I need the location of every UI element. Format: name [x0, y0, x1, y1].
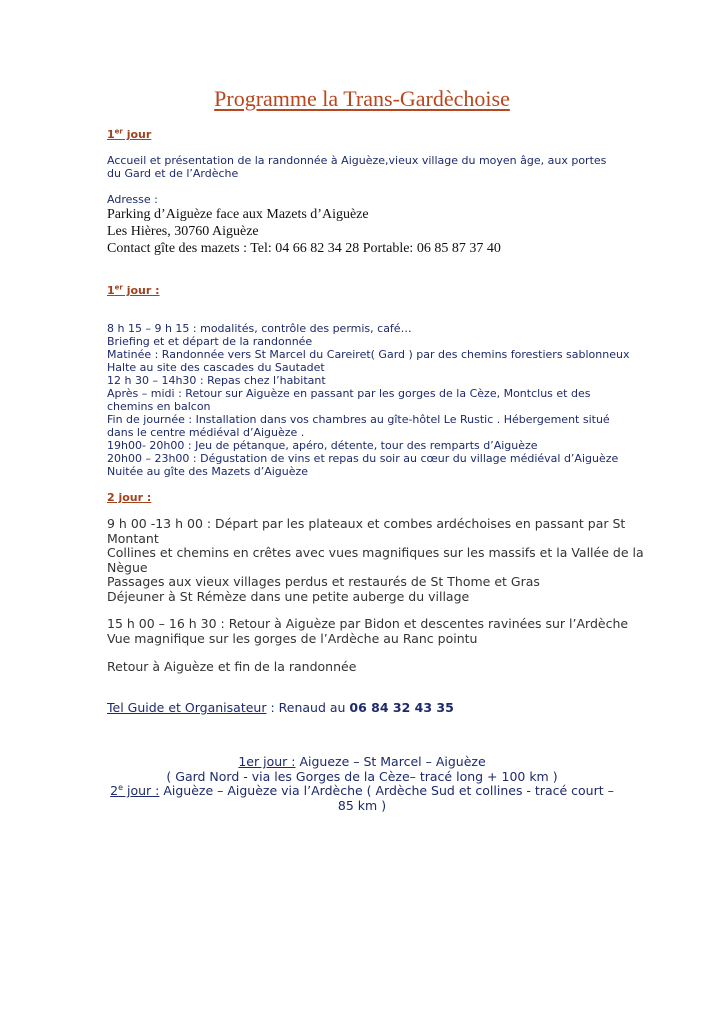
summary-day2-num: 2 — [110, 783, 119, 798]
intro-paragraph: Accueil et présentation de la randonnée à Aiguèze,vieux village du moyen âge, aux portes du Gard et de l’Ardèche — [107, 154, 607, 180]
summary-day2-text: Aiguèze – Aiguèze via l’Ardèche ( Ardèche Sud et collines - tracé court – — [159, 783, 614, 798]
heading-text: jour : — [122, 284, 160, 297]
schedule-line: Après – midi : Retour sur Aiguèze en passant par les gorges de la Cèze, Montclus et des — [107, 387, 591, 400]
summary-line-3 — [100, 784, 624, 799]
heading-text: jour — [122, 128, 152, 141]
summary-day2-sup: e — [118, 782, 124, 792]
schedule-line: Collines et chemins en crêtes avec vues magnifiques sur les massifs et la Vallée de la — [107, 545, 644, 560]
schedule-line: 12 h 30 – 14h30 : Repas chez l’habitant — [107, 374, 326, 387]
schedule-line: Nègue — [107, 559, 148, 575]
section-3-heading: 2 jour : — [107, 491, 152, 504]
schedule-line: Déjeuner à St Rémèze dans une petite auberge du village — [107, 588, 470, 604]
schedule-line: 19h00- 20h00 : Jeu de pétanque, apéro, détente, tour des remparts d’Aiguèze — [107, 439, 538, 452]
heading-superscript: er — [114, 127, 123, 136]
schedule-line: 9 h 00 -13 h 00 : Départ par les plateaux et combes ardéchoises en passant par St — [107, 516, 626, 531]
schedule-line: Nuitée au gîte des Mazets d’Aiguèze — [107, 465, 309, 478]
summary-day1-text: Aigueze – St Marcel – Aiguèze — [295, 754, 486, 769]
address-line: Les Hières, 30760 Aiguèze — [107, 224, 259, 239]
schedule-line: 15 h 00 – 16 h 30 : Retour à Aiguèze par Bidon et descentes ravinées sur l’Ardèche — [107, 616, 629, 631]
summary-day1-label: 1er jour : — [238, 754, 296, 769]
schedule-line: Passages aux vieux villages perdus et restaurés de St Thome et Gras — [107, 574, 540, 589]
summary-line-2: ( Gard Nord - via les Gorges de la Cèze– tracé long + 100 km ) — [166, 768, 558, 784]
schedule-line: chemins en balcon — [107, 400, 211, 413]
page-title: Programme la Trans-Gardèchoise — [214, 86, 510, 111]
heading-superscript: er — [114, 283, 123, 292]
address-block — [107, 206, 627, 257]
schedule-line: 20h00 – 23h00 : Dégustation de vins et repas du soir au cœur du village médiéval d’Aiguèze — [107, 452, 619, 465]
schedule-line: Briefing et et départ de la randonnée — [107, 335, 313, 348]
day1-schedule — [107, 322, 630, 478]
contact-line: Contact gîte des mazets : Tel: 04 66 82 34 28 Portable: 06 85 87 37 40 — [107, 241, 501, 256]
heading-number: 1 — [107, 284, 115, 297]
schedule-line: 8 h 15 – 9 h 15 : modalités, contrôle des permis, café… — [107, 322, 412, 335]
route-summary — [100, 755, 624, 813]
summary-day2-label: jour : — [123, 783, 160, 798]
schedule-line: Halte au site des cascades du Sautadet — [107, 361, 325, 374]
schedule-line: dans le centre médiéval d’Aiguèze . — [107, 426, 305, 439]
heading-number: 1 — [107, 128, 115, 141]
schedule-line: Montant — [107, 530, 159, 546]
guide-contact-sep: : Renaud au — [266, 700, 350, 715]
address-line: Parking d’Aiguèze face aux Mazets d’Aiguèze — [107, 207, 369, 222]
guide-phone: 06 84 32 43 35 — [349, 700, 454, 715]
day2-morning — [107, 516, 644, 604]
summary-line-4: 85 km ) — [337, 797, 387, 813]
schedule-line: Fin de journée : Installation dans vos chambres au gîte-hôtel Le Rustic . Hébergement situé — [107, 413, 610, 426]
schedule-line: Matinée : Randonnée vers St Marcel du Careiret( Gard ) par des chemins forestiers sablonneux — [107, 348, 630, 361]
address-label: Adresse : — [107, 193, 158, 206]
guide-contact-label: Tel Guide et Organisateur — [107, 700, 267, 715]
section-1-heading — [107, 128, 151, 141]
summary-line-1 — [100, 755, 624, 770]
section-2-heading — [107, 284, 160, 297]
day2-afternoon — [107, 617, 627, 646]
day2-end: Retour à Aiguèze et fin de la randonnée — [107, 659, 357, 674]
schedule-line: Vue magnifique sur les gorges de l’Ardèche au Ranc pointu — [107, 630, 478, 646]
guide-contact — [107, 700, 627, 715]
